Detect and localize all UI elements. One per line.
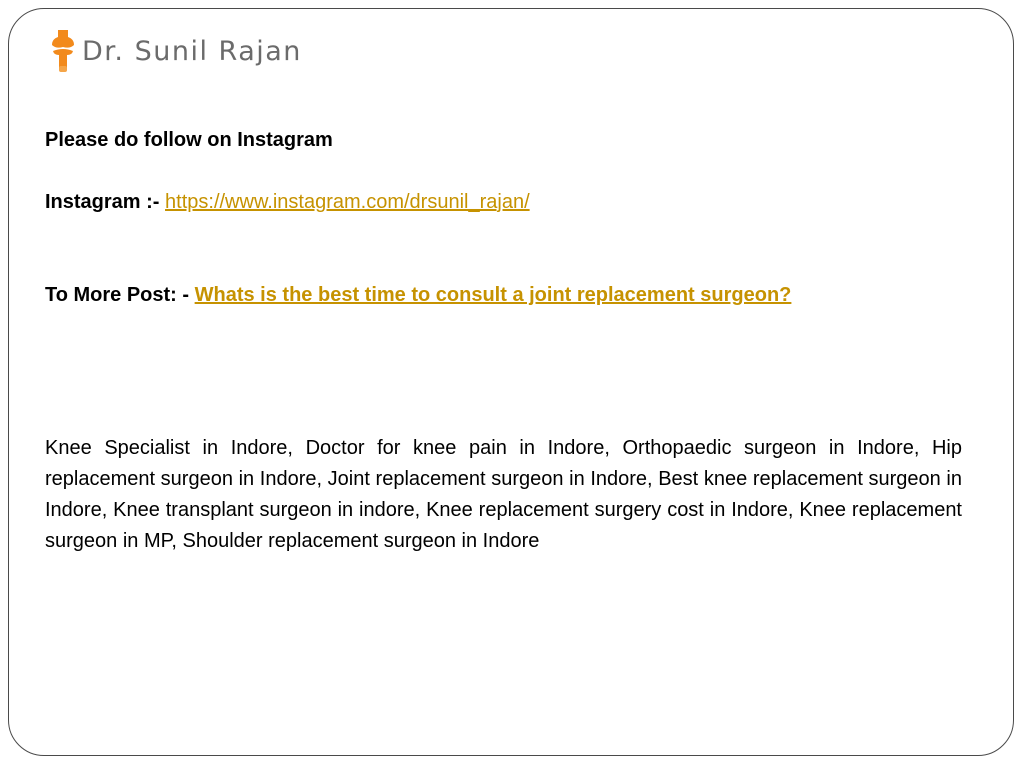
slide-frame (8, 8, 1014, 756)
keywords-paragraph: Knee Specialist in Indore, Doctor for knee pain in Indore, Orthopaedic surgeon in Indore, Hip replacement surgeon in Indore, Joint replacement surgeon in Indore, Best knee replacement surgeon in Indore, Knee transplant surgeon in indore, Knee replacement surgery cost in Indore, Knee replacement surgeon in MP, Shoulder replacement surgeon in Indore (45, 437, 962, 552)
instagram-link[interactable]: https://www.instagram.com/drsunil_rajan/ (165, 191, 530, 213)
more-post-label: To More Post: - (45, 284, 190, 306)
instagram-label: Instagram :- (45, 191, 160, 213)
instagram-line (45, 190, 530, 214)
more-post-link[interactable]: Whats is the best time to consult a joint replacement surgeon? (194, 284, 792, 306)
follow-heading: Please do follow on Instagram (45, 129, 333, 151)
logo (50, 30, 302, 72)
more-post-line (45, 283, 791, 307)
logo-text: Dr. Sunil Rajan (82, 35, 302, 67)
knee-joint-icon (50, 30, 76, 72)
